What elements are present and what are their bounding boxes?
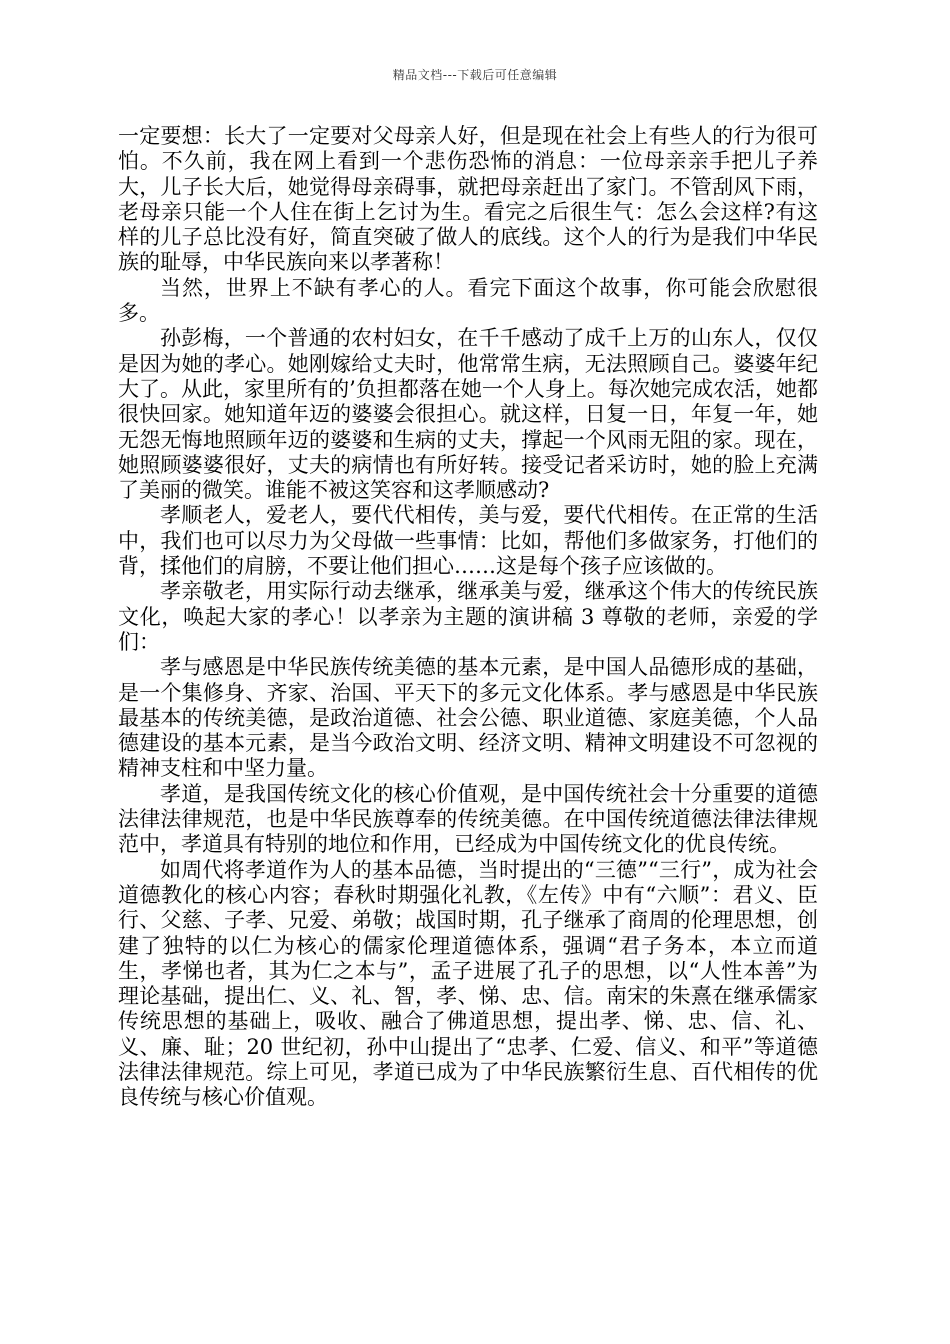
document-body [118,124,818,1111]
paragraph: 一定要想：长大了一定要对父母亲人好，但是现在社会上有些人的行为很可怕。不久前，我在网上看到一个悲伤恐怖的消息：一位母亲亲手把儿子养大，儿子长大后，她觉得母亲碍事，就把母亲赶出了家门。不管刮风下雨，老母亲只能一个人住在街上乞讨为生。看完之后很生气：怎么会这样?有这样的儿子总比没有好，简直突破了做人的底线。这个人的行为是我们中华民族的耻辱，中华民族向来以孝著称！ [118,124,818,275]
paragraph: 如周代将孝道作为人的基本品德，当时提出的“三德”“三行”，成为社会道德教化的核心内容；春秋时期强化礼教，《左传》中有“六顺”：君义、臣行、父慈、子孝、兄爱、弟敬；战国时期，孔子继承了商周的伦理思想，创建了独特的以仁为核心的儒家伦理道德体系，强调“君子务本，本立而道生，孝悌也者，其为仁之本与”，孟子进展了孔子的思想，以“人性本善”为理论基础，提出仁、义、礼、智，孝、悌、忠、信。南宋的朱熹在继承儒家传统思想的基础上，吸收、融合了佛道思想，提出孝、悌、忠、信、礼、义、廉、耻；20 世纪初，孙中山提出了“忠孝、仁爱、信义、和平”等道德法律法律规范。综上可见，孝道已成为了中华民族繁衍生息、百代相传的优良传统与核心价值观。 [118,857,818,1110]
paragraph: 孝顺老人，爱老人，要代代相传，美与爱，要代代相传。在正常的生活中，我们也可以尽力为父母做一些事情：比如，帮他们多做家务，打他们的背，揉他们的肩膀，不要让他们担心……这是每个孩子应该做的。 [118,503,818,579]
paragraph: 孙彭梅，一个普通的农村妇女，在千千感动了成千上万的山东人，仅仅是因为她的孝心。她刚嫁给丈夫时，他常常生病，无法照顾自己。婆婆年纪大了。从此，家里所有的’负担都落在她一个人身上。每次她完成农活，她都很快回家。她知道年迈的婆婆会很担心。就这样，日复一日，年复一年，她无怨无悔地照顾年迈的婆婆和生病的丈夫，撑起一个风雨无阻的家。现在，她照顾婆婆很好，丈夫的病情也有所好转。接受记者采访时，她的脸上充满了美丽的微笑。谁能不被这笑容和这孝顺感动? [118,326,818,503]
page-header: 精品文档---下载后可任意编辑 [392,68,558,82]
paragraph: 孝与感恩是中华民族传统美德的基本元素，是中国人品德形成的基础，是一个集修身、齐家、治国、平天下的多元文化体系。孝与感恩是中华民族最基本的传统美德，是政治道德、社会公德、职业道德、家庭美德，个人品德建设的基本元素，是当今政治文明、经济文明、精神文明建设不可忽视的精神支柱和中坚力量。 [118,655,818,781]
paragraph: 当然，世界上不缺有孝心的人。看完下面这个故事，你可能会欣慰很多。 [118,275,818,326]
paragraph: 孝道，是我国传统文化的核心价值观，是中国传统社会十分重要的道德法律法律规范，也是中华民族尊奉的传统美德。在中国传统道德法律法律规范中，孝道具有特别的地位和作用，已经成为中国传统文化的优良传统。 [118,781,818,857]
paragraph: 孝亲敬老，用实际行动去继承，继承美与爱，继承这个伟大的传统民族文化，唤起大家的孝心！以孝亲为主题的演讲稿 3 尊敬的老师，亲爱的学们： [118,579,818,654]
